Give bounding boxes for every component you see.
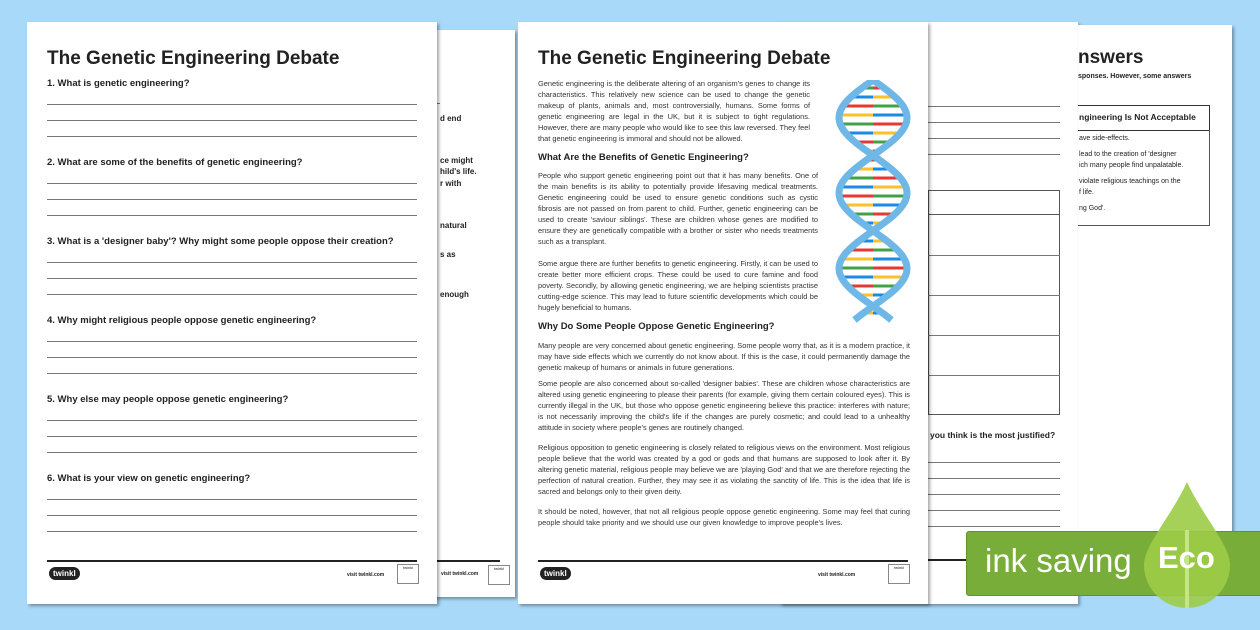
- answer-item: lead to the creation of 'designer: [1079, 151, 1177, 158]
- question-label: 4. Why might religious people oppose genetic engineering?: [47, 315, 317, 326]
- answer-line[interactable]: [47, 136, 417, 137]
- paragraph: Some argue there are further benefits to genetic engineering. Firstly, it can be used to create better more efficient crops. These could be used to cure famine and food poverty. Secondly, by allowing genetic engineering, we are helping scientists practise cutting-edge science. This may lead to future scientific developments which could be hugely beneficial to humans.: [538, 259, 818, 312]
- peek-text: natural: [440, 221, 467, 230]
- peek-text: ce might: [440, 156, 473, 165]
- answer-line[interactable]: [928, 154, 1060, 155]
- answer-line[interactable]: [928, 478, 1060, 479]
- paragraph: It should be noted, however, that not all religious people oppose genetic engineering. Some may feel that curing people should take priority and we should use our given knowledge to improve people's lives.: [538, 507, 910, 527]
- answer-line[interactable]: [928, 106, 1060, 107]
- question-label: 3. What is a 'designer baby'? Why might some people oppose their creation?: [47, 236, 394, 247]
- answer-line[interactable]: [928, 462, 1060, 463]
- table-body: [928, 215, 1060, 415]
- table-row-divider: [928, 375, 1060, 376]
- footer-visit: visit twinkl.com: [818, 572, 856, 578]
- answer-line[interactable]: [47, 262, 417, 263]
- table-body: [1078, 130, 1210, 226]
- table-header: ngineering Is Not Acceptable: [1078, 105, 1210, 131]
- answer-item: ave side-effects.: [1079, 135, 1130, 142]
- twinkl-logo: twinkl: [49, 567, 80, 580]
- answer-line[interactable]: [47, 199, 417, 200]
- paragraph: Genetic engineering is the deliberate altering of an organism's genes to change its characteristics. This relatively new science can be used to change the genetic makeup of plants, animals and, most controversially, humans. Some forms of genetic engineering are legal in the UK, but it is subject to tight regulations. However, there are many people who would like to see this law reversed. They feel that genetic engineering is immoral and should not be allowed.: [538, 79, 810, 143]
- question-label: 1. What is genetic engineering?: [47, 78, 190, 89]
- footer-rule: [538, 560, 908, 562]
- footer-visit: visit twinkl.com: [347, 572, 385, 578]
- answer-line[interactable]: [47, 278, 417, 279]
- footer-rule: [47, 560, 417, 562]
- answer-item: violate religious teachings on the: [1079, 178, 1181, 185]
- quality-badge: twinkl: [488, 565, 510, 585]
- eco-label: Eco: [1158, 540, 1215, 575]
- twinkl-logo: twinkl: [540, 567, 571, 580]
- quality-badge: twinkl: [397, 564, 419, 584]
- question-label: 5. Why else may people oppose genetic engineering?: [47, 394, 289, 405]
- peek-text: r with: [440, 179, 462, 188]
- answer-line[interactable]: [47, 183, 417, 184]
- answer-item: ng God'.: [1079, 205, 1106, 212]
- table-row-divider: [928, 295, 1060, 296]
- answer-line[interactable]: [47, 436, 417, 437]
- page-title: The Genetic Engineering Debate: [538, 48, 831, 69]
- peek-text: hild's life.: [440, 167, 477, 176]
- ink-saving-label: ink saving: [985, 542, 1132, 579]
- paragraph: Many people are very concerned about genetic engineering. Some people worry that, as it is a modern practice, it may have side effects which we currently do not know about. If this is the case, it could permanently damage the genetic makeup of humans or animals in future generations.: [538, 341, 910, 372]
- worksheet-page: [27, 22, 437, 604]
- paragraph: Some people are also concerned about so-called 'designer babies'. These are children whose characteristics are altered using genetic engineering to please their parents (for example, giving them certain coloured eyes). This is currently illegal in the UK, but those who oppose genetic engineering believe this practice: interferes with nature; is not necessarily improving the child's life if the changes are purely cosmetic; and could lead to a unhealthy attitude in society where people's genes are routinely changed.: [538, 379, 910, 432]
- dna-helix-image: [823, 80, 923, 325]
- answer-line[interactable]: [47, 373, 417, 374]
- answer-line[interactable]: [928, 510, 1060, 511]
- quality-badge: twinkl: [888, 564, 910, 584]
- answers-subtitle: sponses. However, some answers: [1078, 73, 1192, 80]
- answer-line[interactable]: [928, 494, 1060, 495]
- peek-text: d end: [440, 114, 462, 123]
- answer-line[interactable]: [47, 357, 417, 358]
- question-text: you think is the most justified?: [930, 430, 1056, 440]
- answer-line[interactable]: [47, 499, 417, 500]
- answer-line[interactable]: [47, 215, 417, 216]
- paragraph: People who support genetic engineering point out that it has many benefits. One of the main benefits is its ability to potentially provide lifesaving medical treatments. Genetic engineering could be used to ensure genetic conditions such as cystic fibrosis are not passed on from parent to child. Further, genetic engineering can be used to create 'saviour siblings'. These are children whose genes are modified to ensure they are genetically compatible with a brother or sister who needs treatments such as a transplant.: [538, 171, 818, 246]
- paragraph: Religious opposition to genetic engineering is closely related to religious views on the environment. Most religious people believe that the world was created by a god or gods and that humans are supposed to look after it. By altering genetic material, religious people may believe we are 'playing God' and that we are therefore rejecting the perfection of natural creation. Further, they may see it as violating the sanctity of life. This is the idea that life is sacred and belongs only to their given deity.: [538, 443, 910, 496]
- answer-item: f life.: [1079, 189, 1094, 196]
- table-row-divider: [928, 255, 1060, 256]
- answer-item: ich many people find unpalatable.: [1079, 162, 1184, 169]
- footer-visit: visit twinkl.com: [441, 571, 479, 577]
- table-header: [928, 190, 1060, 215]
- answer-line[interactable]: [47, 294, 417, 295]
- page-title: The Genetic Engineering Debate: [47, 48, 340, 69]
- answer-line[interactable]: [47, 120, 417, 121]
- answer-line[interactable]: [47, 452, 417, 453]
- answer-line[interactable]: [47, 515, 417, 516]
- table-row-divider: [928, 335, 1060, 336]
- peek-text: enough: [440, 290, 469, 299]
- question-label: 6. What is your view on genetic engineering?: [47, 473, 251, 484]
- answer-line[interactable]: [928, 526, 1060, 527]
- section-heading: Why Do Some People Oppose Genetic Engineering?: [538, 321, 775, 332]
- answer-line[interactable]: [47, 531, 417, 532]
- peek-text: s as: [440, 250, 456, 259]
- answer-line[interactable]: [928, 138, 1060, 139]
- answer-line[interactable]: [928, 122, 1060, 123]
- question-label: 2. What are some of the benefits of genetic engineering?: [47, 157, 303, 168]
- answer-line[interactable]: [47, 420, 417, 421]
- section-heading: What Are the Benefits of Genetic Engineering?: [538, 152, 749, 163]
- answer-line[interactable]: [47, 341, 417, 342]
- answer-line[interactable]: [47, 104, 417, 105]
- answers-title: nswers: [1078, 47, 1144, 68]
- reading-page: [518, 22, 928, 604]
